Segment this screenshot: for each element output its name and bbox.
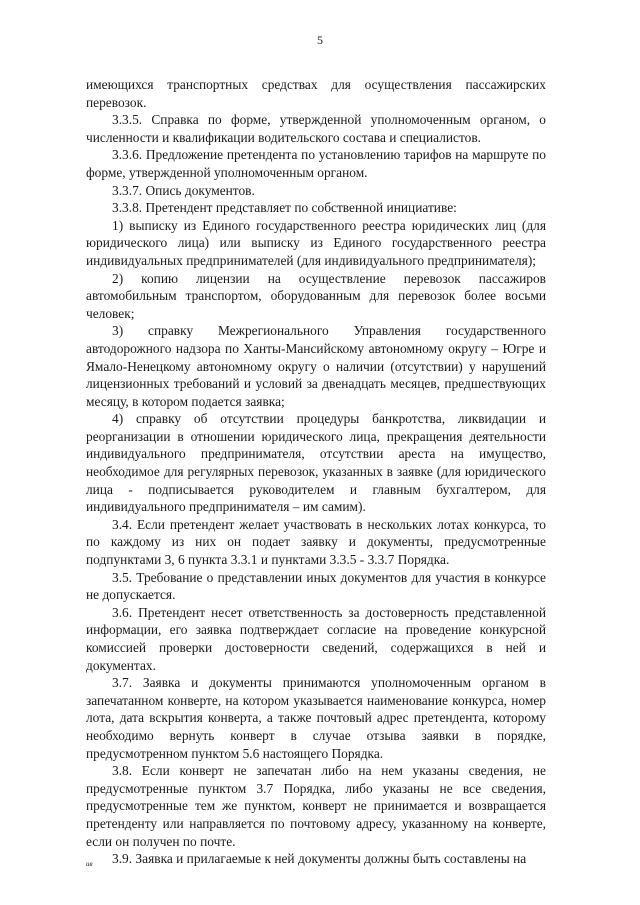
paragraph: 3.3.7. Опись документов. (112, 182, 255, 198)
paragraph: имеющихся транспортных средствах для осуществления пассажирских перевозок. (86, 77, 546, 110)
paragraph: 3.6. Претендент несет ответственность за достоверность представленной информации, его заявка подтверждает согласие на проведение конкурсной комиссией проверки достоверности сведений, содержащихся в ней и документах. (86, 604, 546, 673)
page-number: 5 (317, 33, 323, 47)
paragraph: 3) справку Межрегионального Управления государственного автодорожного надзора по Ханты-Мансийскому автономному округу – Югре и Ямало-Ненецкому автономному округу о наличии (отсутствии) у нарушений лицензионных требований и условий за двенадцать месяцев, предшествующих месяцу, в котором подается заявка; (86, 323, 546, 409)
paragraph: 3.3.8. Претендент представляет по собственной инициативе: (112, 200, 457, 216)
paragraph: 2) копию лицензии на осуществление перевозок пассажиров автомобильным транспортом, оборудованным для перевозок более восьми человек; (86, 270, 546, 321)
paragraph: 3.5. Требование о представлении иных документов для участия в конкурсе не допускается. (86, 569, 546, 603)
paragraph: 3.3.6. Предложение претендента по установлению тарифов на маршруте по форме, утвержденной уполномоченным органом. (86, 147, 546, 180)
paragraph: 3.9. Заявка и прилагаемые к ней документы должны быть составлены на (112, 851, 527, 867)
paragraph: 4) справку об отсутствии процедуры банкротства, ликвидации и реорганизации в отношении юридического лица, прекращения деятельности индивидуального предпринимателя, отсутствии ареста на имущество, необходимое для регулярных перевозок, указанных в заявке (для юридического лица - подписывается руководителем и главным бухгалтером, для индивидуального предпринимателя – им самим). (86, 411, 546, 515)
paragraph: 3.7. Заявка и документы принимаются уполномоченным органом в запечатанном конверте, на котором указывается наименование конкурса, номер лота, дата вскрытия конверта, а также почтовый адрес претендента, которому необходимо вернуть конверт в случае отзыва заявки в порядке, предусмотренном пунктом 5.6 настоящего Порядка. (86, 675, 546, 761)
paragraph: 3.8. Если конверт не запечатан либо на нем указаны сведения, не предусмотренные пунктом 3.7 Порядка, либо указаны не все сведения, предусмотренные тем же пунктом, конверт не принимается и возвращается претенденту или направляется по почтовому адресу, указанному на конверте, если он получен по почте. (86, 763, 546, 849)
paragraph: 3.4. Если претендент желает участвовать в нескольких лотах конкурса, то по каждому из них он подает заявку и документы, предусмотренные подпунктами 3, 6 пункта 3.3.1 и пунктами 3.3.5 - 3.3.7 Порядка. (86, 516, 546, 568)
paragraph: 1) выписку из Единого государственного реестра юридических лиц (для юридического лица) или выписку из Единого государственного реестра индивидуальных предпринимателей (для индивидуального предпринимателя); (86, 217, 546, 268)
paragraph: 3.3.5. Справка по форме, утвержденной уполномоченным органом, о численности и квалификации водительского состава и специалистов. (86, 112, 546, 145)
body-text (86, 76, 546, 868)
footer-mark: ив (86, 860, 93, 868)
